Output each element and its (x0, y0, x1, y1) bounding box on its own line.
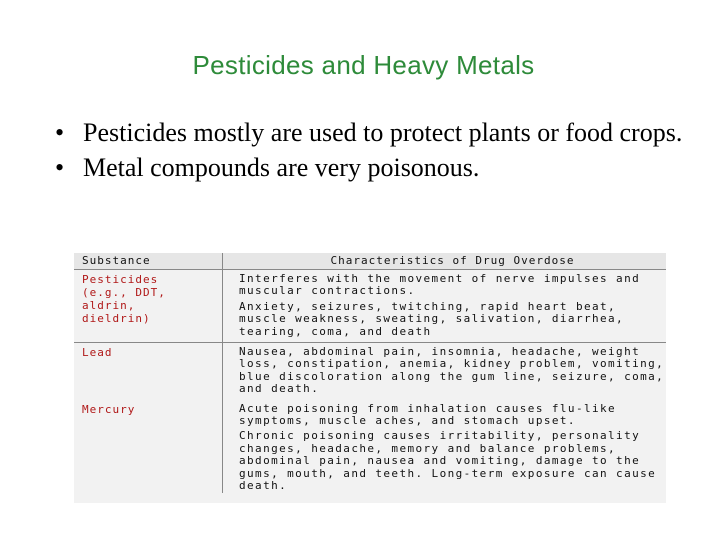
bullet-item (55, 152, 695, 183)
table-row (74, 343, 666, 400)
substance-cell (74, 270, 223, 343)
slide-title: Pesticides and Heavy Metals (192, 50, 535, 80)
characteristic-cell: Acute poisoning from inhalation causes flu-like symptoms, muscle aches, and stomach upset. (239, 401, 617, 428)
bullet-list (55, 117, 695, 187)
table-row (74, 400, 666, 428)
bullet-text: Metal compounds are very poisonous. (83, 153, 480, 182)
bullet-text: Pesticides mostly are used to protect plants or food crops. (83, 118, 683, 147)
column-header-substance: Substance (74, 253, 223, 270)
overdose-table (74, 253, 666, 493)
column-header-characteristics: Characteristics of Drug Overdose (223, 253, 667, 270)
bullet-marker: • (55, 118, 65, 147)
overdose-table-image (74, 253, 666, 503)
bullet-marker: • (55, 153, 65, 182)
characteristic-cell: Interferes with the movement of nerve impulses and muscular contractions. (239, 272, 641, 298)
substance-cell: Mercury (74, 400, 223, 493)
characteristic-cell: Chronic poisoning causes irritability, personality changes, headache, memory and balance problems, abdominal pain, nausea and vomiting, damage to the gums, mouth, and teeth. Long-term exposure can cause death. (239, 429, 657, 493)
table-row (74, 270, 666, 298)
substance-label: Pesticides (e.g., DDT, aldrin, dieldrin) (82, 273, 166, 325)
substance-cell: Lead (74, 343, 223, 400)
characteristic-cell: Nausea, abdominal pain, insomnia, headache, weight loss, constipation, anemia, kidney problem, vomiting, blue discoloration along the gum line, seizure, coma, and death. (239, 345, 665, 396)
table-header-row (74, 253, 666, 270)
bullet-item (55, 117, 695, 148)
characteristic-cell: Anxiety, seizures, twitching, rapid heart beat, muscle weakness, sweating, salivation, diarrhea, tearing, coma, and death (223, 298, 667, 343)
